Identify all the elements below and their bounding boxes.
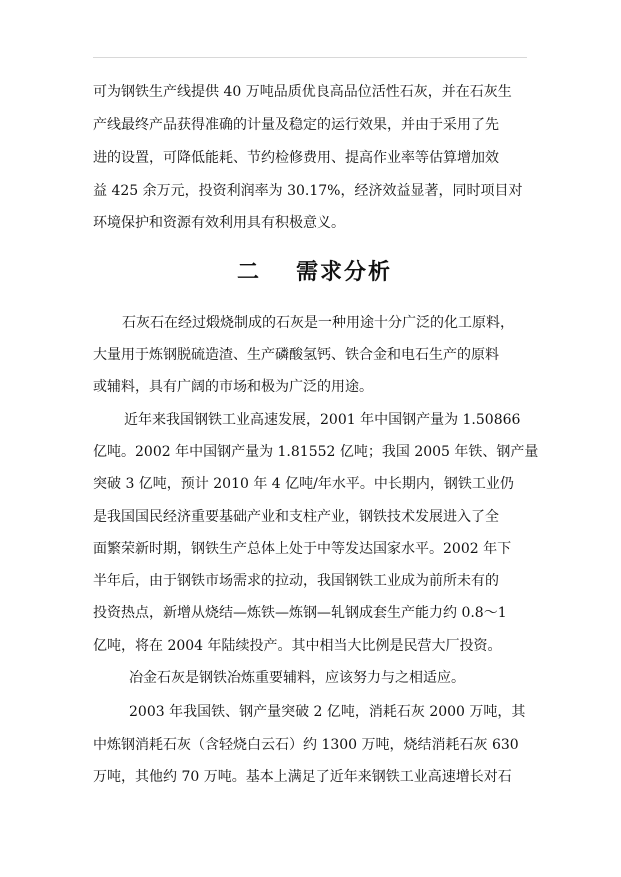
- text-line: 是我国国民经济重要基础产业和支柱产业，钢铁技术发展进入了全: [93, 509, 499, 525]
- text-line: 可为钢铁生产线提供 40 万吨品质优良高品位活性石灰，并在石灰生: [93, 84, 512, 100]
- text-line: 亿吨。2002 年中国钢产量为 1.81552 亿吨；我国 2005 年铁、钢产量: [93, 444, 539, 460]
- text-line: 进的设置，可降低能耗、节约检修费用、提高作业率等估算增加效: [93, 150, 499, 166]
- text-line: 益 425 余万元，投资利润率为 30.17%，经济效益显著，同时项目对: [93, 183, 523, 199]
- text-line: 突破 3 亿吨，预计 2010 年 4 亿吨/年水平。中长期内，钢铁工业仍: [93, 476, 514, 492]
- text-line: 产线最终产品获得准确的计量及稳定的运行效果，并由于采用了先: [93, 117, 499, 133]
- text-line: 环境保护和资源有效利用具有积极意义。: [93, 215, 345, 231]
- section-title: 需求分析: [296, 260, 393, 285]
- text-line: 冶金石灰是钢铁冶炼重要辅料，应该努力与之相适应。: [129, 670, 465, 686]
- header-rule: [93, 57, 527, 58]
- text-line: 中炼钢消耗石灰（含轻烧白云石）约 1300 万吨，烧结消耗石灰 630: [93, 737, 519, 753]
- text-line: 2003 年我国铁、钢产量突破 2 亿吨，消耗石灰 2000 万吨，其: [129, 704, 526, 720]
- text-line: 万吨，其他约 70 万吨。基本上满足了近年来钢铁工业高速增长对石: [93, 769, 512, 785]
- text-line: 或辅料，具有广阔的市场和极为广泛的用途。: [93, 379, 373, 395]
- text-line: 近年来我国钢铁工业高速发展，2001 年中国钢产量为 1.50866: [124, 412, 521, 428]
- text-line: 半年后，由于钢铁市场需求的拉动，我国钢铁工业成为前所未有的: [93, 573, 499, 589]
- text-line: 大量用于炼钢脱硫造渣、生产磷酸氢钙、铁合金和电石生产的原料: [93, 347, 499, 363]
- section-number: 二: [237, 260, 260, 285]
- text-line: 面繁荣新时期，钢铁生产总体上处于中等发达国家水平。2002 年下: [93, 541, 512, 557]
- text-line: 石灰石在经过煅烧制成的石灰是一种用途十分广泛的化工原料，: [122, 315, 514, 331]
- text-line: 亿吨，将在 2004 年陆续投产。其中相当大比例是民营大厂投资。: [93, 638, 502, 654]
- text-line: 投资热点，新增从烧结—炼铁—炼钢—轧钢成套生产能力约 0.8～1: [93, 605, 507, 621]
